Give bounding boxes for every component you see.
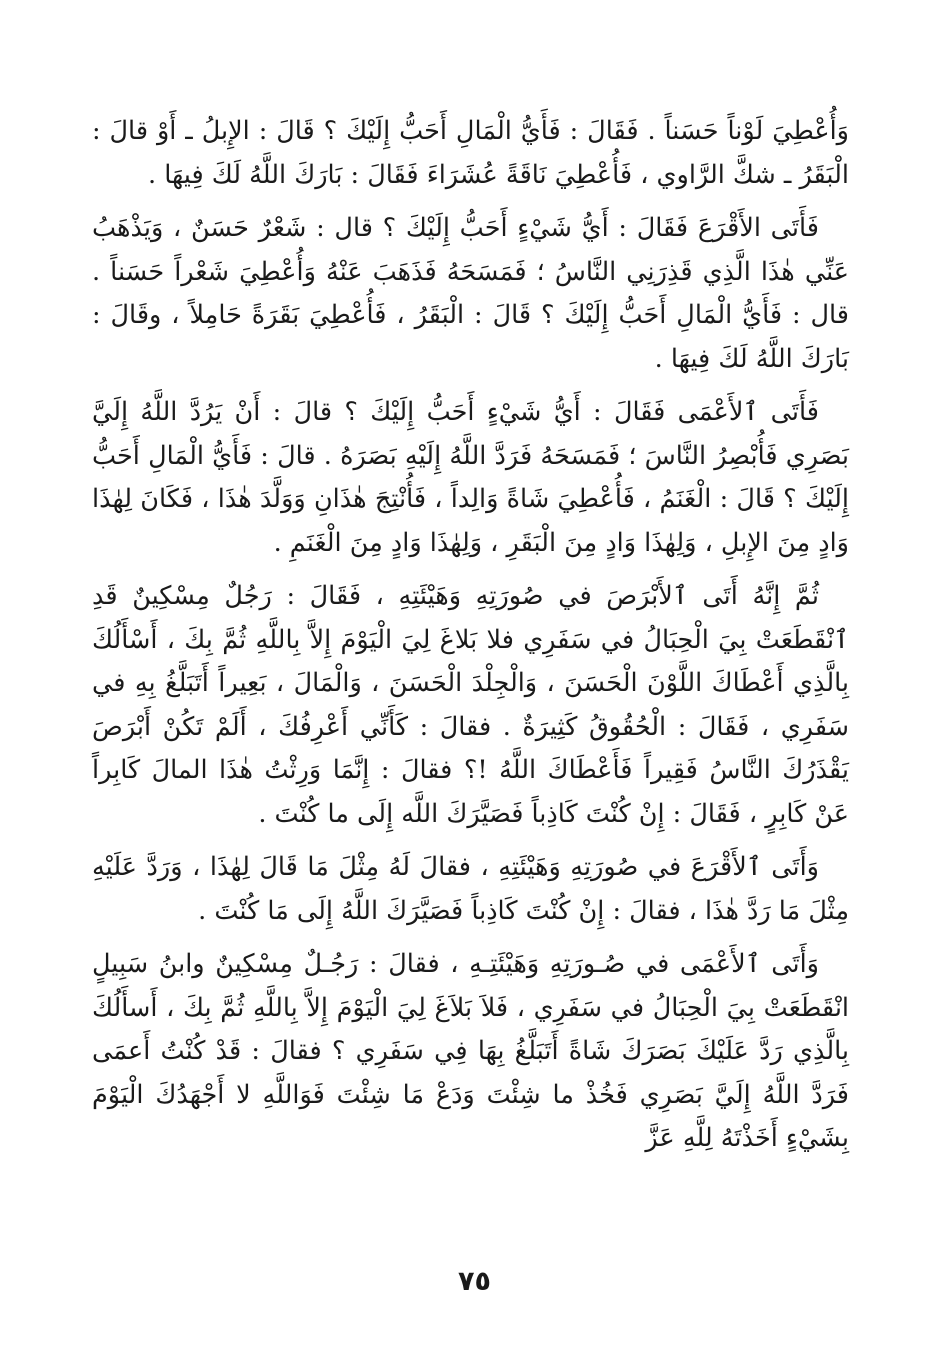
paragraph-2: فَأَتَى الأَقْرَعَ فَقَالَ : أَيُّ شَيْءٍ أَحَبُّ إِلَيْكَ ؟ قال : شَعْرٌ حَسَنٌ ، وَيَذْهَبُ عَنِّي هٰذَا الَّذِي قَذِرَنِي النَّاسُ ؛ فَمَسَحَهُ فَذَهَبَ عَنْهُ وَأُعْطِيَ شَعْراً حَسَناً . قال : فَأَيُّ الْمَالِ أَحَبُّ إِلَيْكَ ؟ قَالَ : الْبَقَرُ ، فَأُعْطِيَ بَقَرَةً حَامِلاً ، وقَالَ : بَارَكَ اللَّهُ لَكَ فِيهَا .: [92, 213, 849, 374]
page-number: ٧٥: [458, 1266, 491, 1297]
body-text: [92, 110, 849, 1171]
paragraph-4: ثُمَّ إِنَّهُ أَتَى ٱلأَبْرَصَ في صُورَتِهِ وَهَيْئَتِهِ ، فَقَالَ : رَجُلٌ مِسْكِينٌ قَدِ ٱنْقَطَعَتْ بِيَ الْحِبَالُ في سَفَرِي فلا بَلاغَ لِيَ الْيَوْمَ إِلاَّ بِاللَّهِ ثُمَّ بِكَ ، أَسْأَلُكَ بِالَّذِي أَعْطَاكَ اللَّوْنَ الْحَسَنَ ، وَالْجِلْدَ الْحَسَنَ ، وَالْمَالَ ، بَعِيراً أَتَبَلَّغُ بِهِ في سَفَرِي ، فَقَالَ : الْحُقُوقُ كَثِيرَةٌ . فقالَ : كَأَنِّي أَعْرِفُكَ ، أَلَمْ تَكُنْ أَبْرَصَ يَقْذَرُكَ النَّاسُ فَقِيراً فَأَعْطَاكَ اللَّهُ !؟ فقالَ : إِنَّمَا وَرِثْتُ هٰذَا المالَ كَابِراً عَنْ كَابِرٍ ، فَقَالَ : إِنْ كُنْتَ كَاذِباً فَصَيَّرَكَ اللَّه إِلَى ما كُنْتَ .: [92, 581, 849, 829]
paragraph-6: وَأَتَى ٱلأَعْمَى في صُـورَتِهِ وَهَيْئَتِـهِ ، فقالَ : رَجُـلٌ مِسْكِينٌ وابنُ سَبِيلٍ انْقَطَعَتْ بِيَ الْحِبَالُ في سَفَرِي ، فَلاَ بَلاَغَ لِيَ الْيَوْمَ إِلاَّ بِاللَّهِ ثُمَّ بِكَ ، أَسأَلُكَ بِالَّذِي رَدَّ عَلَيْكَ بَصَرَكَ شَاةً أَتَبَلَّغُ بِهَا فِي سَفَرِي ؟ فقالَ : قَدْ كُنْتُ أَعمَى فَرَدَّ اللَّهُ إِلَيَّ بَصَرِي فَخُذْ ما شِئْتَ وَدَعْ مَا شِئْتَ فَوَاللَّهِ لا أَجْهَدُكَ الْيَوْمَ بِشَيْءٍ أَخَذْتَهُ لِلَّهِ عَزَّ: [92, 949, 849, 1153]
paragraph-5: وَأَتَى ٱلأَقْرَعَ في صُورَتِهِ وَهَيْئَتِهِ ، فقالَ لَهُ مِثْلَ مَا قَالَ لِهٰذَا ، وَرَدَّ عَلَيْهِ مِثْلَ مَا رَدَّ هٰذَا ، فقالَ : إِنْ كُنْتَ كَاذِباً فَصَيَّرَكَ اللَّهُ إِلَى مَا كُنْتَ .: [92, 852, 849, 926]
paragraph-3: فَأَتَى ٱلأَعْمَى فَقَالَ : أَيُّ شَيْءٍ أَحَبُّ إِلَيْكَ ؟ قالَ : أَنْ يَرُدَّ اللَّهُ إِلَيَّ بَصَرِي فَأُبْصِرُ النَّاسَ ؛ فَمَسَحَهُ فَرَدَّ اللَّهُ إِلَيْهِ بَصَرَهُ . قالَ : فَأَيُّ الْمَالِ أَحَبُّ إِلَيْكَ ؟ قَالَ : الْغَنَمُ ، فَأُعْطِيَ شَاةً وَالِداً ، فَأُنْتِجَ هٰذَانِ وَوَلَّدَ هٰذَا ، فَكَانَ لِهٰذَا وَادٍ مِنَ الإِبلِ ، وَلِهٰذَا وَادٍ مِنَ الْبَقَرِ ، وَلِهٰذَا وَادٍ مِنَ الْغَنَمِ .: [92, 397, 849, 558]
paragraph-1: وَأُعْطِيَ لَوْناً حَسَناً . فَقَالَ : فَأَيُّ الْمَالِ أَحَبُّ إِلَيْكَ ؟ قَالَ : الإِبلُ ـ أَوْ قالَ : الْبَقَرُ ـ شكَّ الرَّاوي ، فَأُعْطِيَ نَاقَةً عُشَرَاءَ فَقَالَ : بَارَكَ اللَّهُ لَكَ فِيهَا .: [92, 116, 849, 190]
